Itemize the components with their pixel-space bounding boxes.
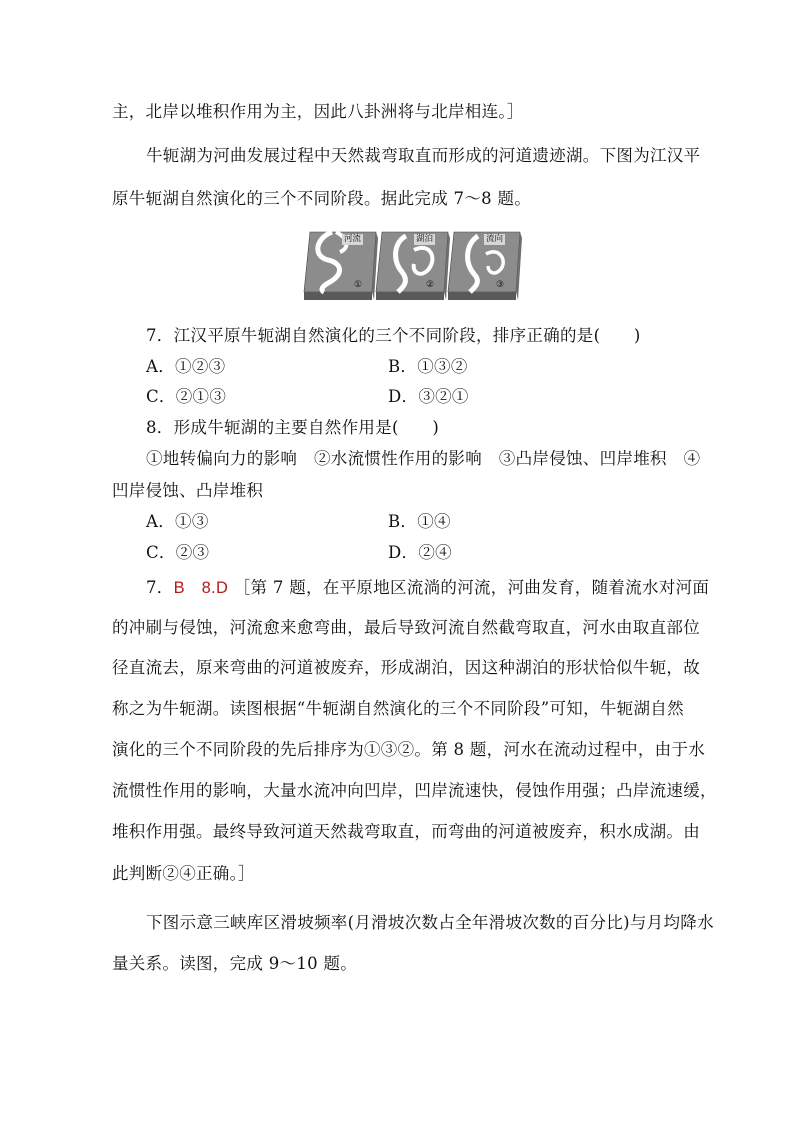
answer-text-line-2: 的冲刷与侵蚀，河流愈来愈弯曲，最后导致河流自然截弯取直，河水由取直部位: [112, 618, 700, 637]
passage-1-line-1: 牛轭湖为河曲发展过程中天然裁弯取直而形成的河道遗迹湖。下图为江汉平: [146, 146, 701, 165]
answer-text-line-8: 此判断②④正确。］: [112, 864, 255, 883]
question-7-option-d: D．③②①: [388, 387, 469, 406]
answer-text-line-5: 演化的三个不同阶段的先后排序为①③②。第 8 题，河水在流动过程中，由于水: [112, 740, 706, 759]
answer-8-value: D: [215, 579, 229, 597]
figure-number-2: ②: [426, 280, 435, 290]
question-7-option-b: B．①③②: [388, 357, 468, 376]
answer-7-label: 7．: [146, 578, 174, 597]
passage-1-line-2: 原牛轭湖自然演化的三个不同阶段。据此完成 7～8 题。: [112, 189, 532, 208]
answer-7-value: B: [173, 579, 185, 597]
question-8-items-line-2: 凹岸侵蚀、凸岸堆积: [112, 481, 264, 500]
question-8-option-b: B．①④: [388, 512, 451, 531]
answer-line-1: [146, 574, 709, 598]
figure-number-3: ③: [496, 280, 505, 290]
question-8-stem: 8．形成牛轭湖的主要自然作用是( ): [146, 418, 440, 437]
question-7-option-a: A．①②③: [146, 357, 226, 376]
question-8-option-a: A．①③: [146, 512, 209, 531]
figure-number-1: ①: [354, 280, 363, 290]
question-8-option-c: C．②③: [146, 543, 210, 562]
figure-label-river: 河流: [344, 234, 362, 244]
passage-2-line-1: 下图示意三峡库区滑坡频率(月滑坡次数占全年滑坡次数的百分比)与月均降水: [146, 913, 714, 932]
answer-text-line-6: 流惯性作用的影响，大量水流冲向凹岸，凹岸流速快，侵蚀作用强；凸岸流速缓，: [112, 781, 717, 800]
oxbow-lake-figure: [302, 228, 526, 302]
passage-2-line-2: 量关系。读图，完成 9～10 题。: [112, 954, 358, 973]
stage-1-block: [304, 232, 378, 300]
stage-2-block: [376, 232, 450, 300]
question-8-option-d: D．②④: [388, 543, 452, 562]
figure-label-lake: 湖泊: [416, 234, 434, 244]
intro-tail: 主，北岸以堆积作用为主，因此八卦洲将与北岸相连。］: [112, 102, 524, 121]
answer-text-line-7: 堆积作用强。最终导致河道天然裁弯取直，而弯曲的河道被废弃，积水成湖。由: [112, 822, 700, 841]
question-7-option-c: C．②①③: [146, 387, 227, 406]
figure-label-flow-direction: 流向: [486, 234, 504, 244]
question-8-items-line-1: ①地转偏向力的影响 ②水流惯性作用的影响 ③凸岸侵蚀、凹岸堆积 ④: [146, 449, 701, 468]
answer-text-line-3: 径直流去，原来弯曲的河道被废弃，形成湖泊，因这种湖泊的形状恰似牛轭，故: [112, 658, 700, 677]
question-7-stem: 7．江汉平原牛轭湖自然演化的三个不同阶段，排序正确的是( ): [146, 326, 641, 345]
answer-text-line-4: 称之为牛轭湖。读图根据“牛轭湖自然演化的三个不同阶段”可知，牛轭湖自然: [112, 699, 684, 718]
answer-text-line-1: ［第 7 题，在平原地区流淌的河流，河曲发育，随着流水对河面: [233, 578, 710, 597]
answer-8-label: 8.: [201, 579, 216, 597]
